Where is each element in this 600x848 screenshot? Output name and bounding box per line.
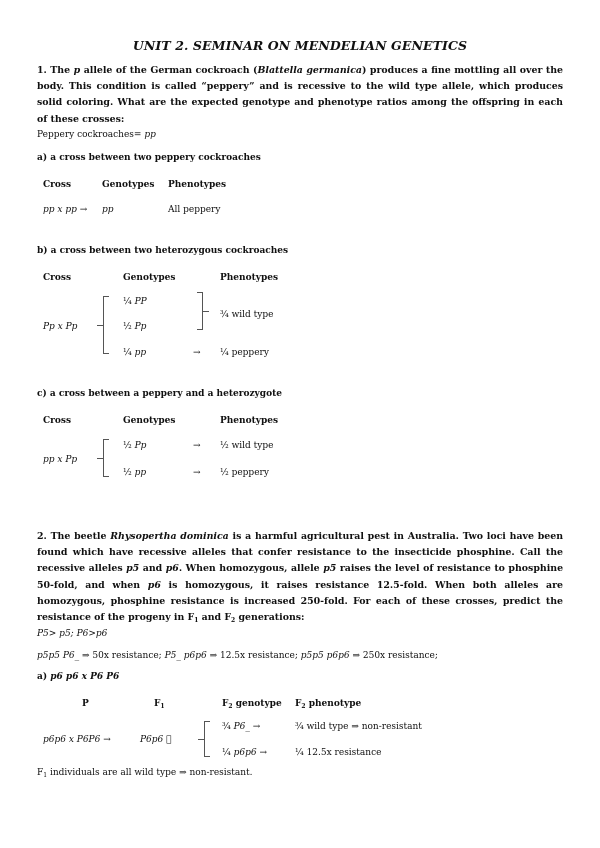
q1c-cross: pp x Pp xyxy=(43,455,78,465)
q1a-genotype: pp xyxy=(102,205,114,215)
q2a-cross: p6p6 x P6P6 → xyxy=(43,735,111,745)
q1b-col-cross: Cross xyxy=(43,273,72,283)
definition-line: Peppery cockroaches= pp xyxy=(37,130,156,140)
q1b-genotype-1: ¼ PP xyxy=(123,297,147,307)
q1b-heading: b) a cross between two heterozygous cockroaches xyxy=(37,246,289,256)
q1c-genotype-2: ½ pp xyxy=(123,468,147,478)
q1c-col-genotypes: Genotypes xyxy=(123,416,176,426)
q2a-col-p: P xyxy=(82,699,89,709)
question-1-text: 1. The p allele of the German cockroach (Blattella germanica) produces a fine mottling all over the body. This condition is called “peppery” and is recessive to the wild type allele, which produces solid coloring. What are the expected genotype and phenotype ratios among the offspring in each of these crosses: xyxy=(37,65,564,125)
q2a-f2-genotype-1: ¾ P6_ → xyxy=(222,722,261,732)
resistance-summary: p5p5 P6_ ⇒ 50x resistance; P5_ p6p6 ⇒ 12.5x resistance; p5p5 p6p6 ⇒ 250x resistance; xyxy=(37,651,438,661)
q2a-f1-note: $F_1$ individuals are all wild type ⇒ non-resistant. xyxy=(37,768,253,779)
q1a-col-phenotypes: Phenotypes xyxy=(168,180,227,190)
q1c-col-cross: Cross xyxy=(43,416,72,426)
q1c-heading: c) a cross between a peppery and a heterozygote xyxy=(37,389,282,399)
q1a-col-cross: Cross xyxy=(43,180,72,190)
question-2-text: 2. The beetle Rhysopertha dominica is a harmful agricultural pest in Australia. Two loci have been found which have recessive alleles that confer resistance to the insecticide phosphine. Call the recessive alleles p5 and p6. When homozygous, allele p5 raises the level of resistance to phosphine 50-fold, and when p6 is homozygous, it raises resistance 12.5-fold. When both alleles are homozygous, phosphine resistance is increased 250-fold. For each of these crosses, predict the resistance of the progeny in $F_1$ and $F_2$ generations: xyxy=(37,531,564,625)
q2a-f2-phenotype-2: ¼ 12.5x resistance xyxy=(295,748,382,758)
q2a-col-f2-genotype: $F_2$ genotype xyxy=(222,699,282,710)
q1b-col-phenotypes: Phenotypes xyxy=(220,273,279,283)
dominance-line: P5> p5; P6>p6 xyxy=(37,629,108,639)
q1b-cross: Pp x Pp xyxy=(43,322,78,332)
q1a-heading: a) a cross between two peppery cockroaches xyxy=(37,153,261,163)
q1c-col-phenotypes: Phenotypes xyxy=(220,416,279,426)
q1c-phenotype-2: ½ peppery xyxy=(220,468,269,478)
q1c-genotype-bracket xyxy=(103,439,104,477)
q2a-f2-genotype-2: ¼ p6p6 → xyxy=(222,748,268,758)
q1b-phenotype-2: ¼ peppery xyxy=(220,348,269,358)
q2a-heading: a) p6 p6 x P6 P6 xyxy=(37,672,120,682)
q1b-genotype-3: ¼ pp xyxy=(123,348,147,358)
q1a-cross: pp x pp → xyxy=(43,205,88,215)
q2a-col-f2-phenotype: $F_2$ phenotype xyxy=(295,699,362,710)
q1b-genotype-bracket xyxy=(103,296,104,354)
q2a-f2-bracket xyxy=(204,721,205,757)
q2a-f1: P6p6 ⃝ xyxy=(140,735,172,745)
q1b-phenotype-1: ¾ wild type xyxy=(220,310,274,320)
q1c-genotype-1: ½ Pp xyxy=(123,441,147,451)
q1c-phenotype-1: ½ wild type xyxy=(220,441,274,451)
q1c-arrow-2: → xyxy=(193,468,201,478)
q1b-phenotype-bracket xyxy=(196,292,203,330)
page-title: UNIT 2. SEMINAR ON MENDELIAN GENETICS xyxy=(132,38,468,53)
q2a-col-f1: $F_1$ xyxy=(154,699,165,710)
q2a-f2-phenotype-1: ¾ wild type ⇒ non-resistant xyxy=(295,722,422,732)
q1b-arrow: → xyxy=(193,348,201,358)
q1a-col-genotypes: Genotypes xyxy=(102,180,155,190)
q1a-phenotype: All peppery xyxy=(168,205,221,215)
q1b-genotype-2: ½ Pp xyxy=(123,322,147,332)
q1c-arrow-1: → xyxy=(193,441,201,451)
q1b-col-genotypes: Genotypes xyxy=(123,273,176,283)
